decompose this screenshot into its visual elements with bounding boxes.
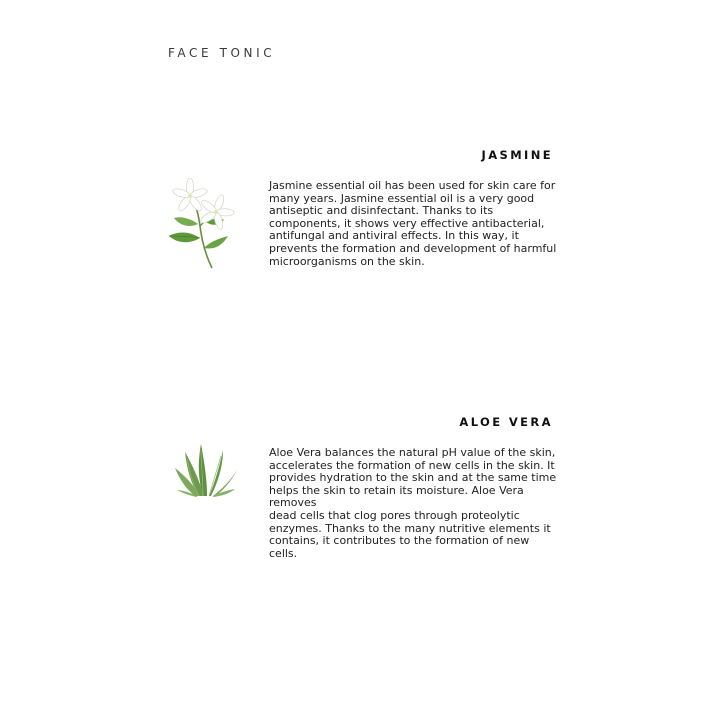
text-line: many years. Jasmine essential oil is a very good [269, 191, 535, 205]
section-text-jasmine [269, 180, 559, 268]
text-line: Aloe Vera balances the natural pH value of the skin, [269, 446, 556, 459]
text-line: Jasmine essential oil has been used for skin care for [269, 179, 556, 192]
section-heading-jasmine: JASMINE [481, 148, 553, 162]
text-line: dead cells that clog pores through proteolytic [269, 508, 520, 522]
text-line: enzymes. Thanks to the many nutritive elements it [269, 521, 551, 535]
text-line: components, it shows very effective antibacterial, [269, 216, 545, 230]
text-line: accelerates the formation of new cells in the skin. It [269, 458, 555, 472]
jasmine-flower-icon [166, 178, 236, 270]
text-line: antiseptic and disinfectant. Thanks to its [269, 204, 494, 218]
page-title: FACE TONIC [168, 46, 276, 60]
text-line: provides hydration to the skin and at the same time [269, 471, 557, 485]
text-line: microorganisms on the skin. [269, 254, 425, 268]
section-heading-aloe-vera: ALOE VERA [459, 415, 553, 429]
text-line: helps the skin to retain its moisture. Aloe Vera removes [269, 483, 524, 510]
text-line: contains, it contributes to the formation of new cells. [269, 534, 530, 560]
section-text-aloe-vera [269, 447, 559, 560]
text-line: prevents the formation and development of harmful [269, 241, 557, 255]
text-line: antifungal and antiviral effects. In this way, it [269, 229, 519, 243]
aloe-vera-plant-icon [173, 442, 239, 498]
